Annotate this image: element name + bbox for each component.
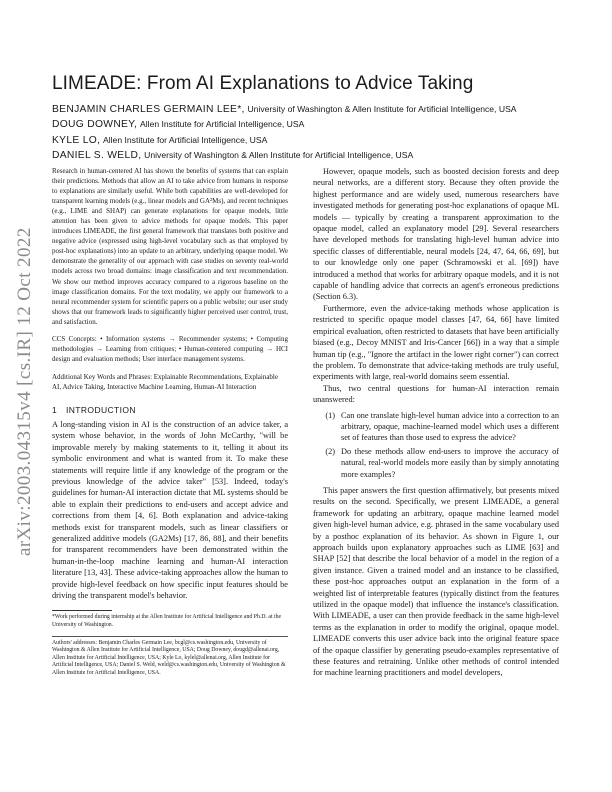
author-affiliation: Allen Institute for Artificial Intelligence, USA [140,119,305,130]
author-addresses: Authors' addresses: Benjamin Charles Germain Lee, bcgl@cs.washington.edu, University of Washington & Allen Institute for Artificial Intelligence, USA; Doug Downey, dougd@allenai.org, Allen Institute for Artificial Intelligence, USA; Kyle Lo, kylel@allenai.org, Allen Institute for Artificial Intelligence, USA; Daniel S. Weld, weld@cs.washington.edu, University of Washington & Allen Institute for Artificial Intelligence, USA. [52,639,286,677]
author-affiliation: University of Washington & Allen Institute for Artificial Intelligence, USA [247,104,517,114]
question-list [313,410,559,480]
keywords: Additional Key Words and Phrases: Explainable Recommendations, Explainable AI, Advice Taking, Interactive Machine Learning, Human-AI Interaction [52,372,278,391]
body-paragraph: However, opaque models, such as boosted decision forests and deep neural networks, are a different story. Because they often provide the highest performance and are widely used, numerous researchers have investigated methods for generating post-hoc explanations of opaque ML models — typically by creating a transparent approximation to the opaque model, called an explanatory model [29]. Several researchers have developed methods for translating high-level human advice into specific classes of differentiable, neural models [24, 47, 64, 66, 69], but to our knowledge only one paper (Schramowski et al. [69]) have introduced a method that works for arbitrary opaque models, and it is not capable of handling advice that corrects an agent's erroneous predictions (Section 6.3). [313,167,559,302]
list-item-text: Do these methods allow end-users to improve the accuracy of natural, real-world models more easily than by simply annotating more examples? [341,446,559,479]
author-affiliation: University of Washington & Allen Institute for Artificial Intelligence, USA [144,149,414,160]
section-number: 1 [52,404,58,415]
body-paragraph: This paper answers the first question affirmatively, but presents mixed results on the second. Specifically, we present LIMEADE, a general framework for updating an arbitrary, opaque machine learned model given high-level human advice, e.g. phrased in the same vocabulary used by a posthoc explanation of its behavior. As shown in Figure 1, our approach builds upon explanatory approaches such as LIME [63] and SHAP [52] that describe the local behavior of a model in the region of a given instance. Given a trained model and an instance to be classified, these post-hoc approaches output an explanation in the form of a weighted list of interpretable features (typically distinct from the features utilized in the opaque model) that influence the instance's classification. With LIMEADE, a user can then provide feedback in the same high-level terms as the explanation in order to modify the original, opaque model. LIMEADE converts this user advice back into the original feature space of the opaque classifier by generating pseudo-examples representative of these features and retraining. Unlike other methods of control intended for machine learning practitioners and model developers, [313,485,559,678]
author-entry [52,117,572,132]
author-list [52,102,572,163]
addresses-divider [52,636,288,637]
author-name: DANIEL S. WELD, [52,149,142,161]
right-column [313,166,559,679]
footnote: *Work performed during internship at the Allen Institute for Artificial Intelligence and Ph.D. at the University of Washington. [52,614,282,629]
abstract: Research in human-centered AI has shown the benefits of systems that can explain their predictions. Methods that allow an AI to take advice from humans in response to explanations are similarly useful. While both capabilities are well-developed for transparent learning models (e.g., linear models and GA²Ms), and recent techniques (e.g., LIME and SHAP) can generate explanations for opaque models, little attention has been given to advice methods for opaque models. This paper introduces LIMEADE, the first general framework that translates both positive and negative advice (expressed using high-level vocabulary such as that employed by post-hoc explanations) into an update to an arbitrary, underlying opaque model. We demonstrate the generality of our approach with case studies on seventy real-world models across two broad domains: image classification and text recommendation. We show our method improves accuracy compared to a rigorous baseline on the image classification domains. For the text modality, we apply our framework to a neural recommender system for scientific papers on a public website; our user study shows that our framework leads to significantly higher perceived user control, trust, and satisfaction. [52,167,288,326]
list-item-number: (2) [325,446,335,456]
intro-paragraph: A long-standing vision in AI is the construction of an advice taker, a system whose behavior, in the words of John McCarthy, "will be improvable merely by making statements to it, telling it about its symbolic environment and what is wanted from it. To make these statements will require little if any knowledge of the program or the previous knowledge of the advice taker" [53]. Indeed, today's guidelines for human-AI interaction dictate that ML systems should be able to explain their predictions to end-users and accept advice and corrections from them [4, 6]. Both explanation and advice-taking methods exist for transparent models, such as linear classifiers or generalized additive models (GA2Ms) [17, 86, 88], and their benefits for transparent recommenders have been demonstrated within the human-in-the-loop machine learning and human-AI interaction literature [13, 43]. These advice-taking approaches allow the human to provide high-level feedback on how specific input features should be driving the transparent model's behavior. [52,419,288,601]
footnote-divider [52,610,112,611]
author-entry [52,148,572,163]
body-paragraph: Thus, two central questions for human-AI interaction remain unanswered: [313,383,559,405]
ccs-concepts: CCS Concepts: • Information systems → Recommender systems; • Computing methodologies → Learning from critiques; • Human-centered computing → HCI design and evaluation methods; User interface management systems. [52,334,288,363]
author-entry [52,133,572,148]
author-name: DOUG DOWNEY, [52,119,138,131]
list-item [313,446,559,480]
section-heading [52,405,288,415]
author-name: BENJAMIN CHARLES GERMAIN LEE*, [52,104,245,115]
arxiv-identifier: arXiv:2003.04315v4 [cs.IR] 12 Oct 2022 [14,227,35,556]
author-name: KYLE LO, [52,134,101,146]
section-title: INTRODUCTION [66,404,136,415]
list-item [313,410,559,444]
paper-title: LIMEADE: From AI Explanations to Advice Taking [52,73,474,94]
list-item-text: Can one translate high-level human advice into a correction to an arbitrary, opaque, machine-learned model which uses a different set of features than those used to express the advice? [341,410,559,443]
left-column [52,166,288,678]
list-item-number: (1) [325,410,335,420]
body-paragraph: Furthermore, even the advice-taking methods whose application is restricted to specific opaque model classes [47, 64, 66] have limited empirical evaluation, often restricted to datasets that have been artificially biased (e.g., Decoy MNIST and Iris-Cancer [66]) in a way that a simple human tip (e.g., "Ignore the artifact in the lower right corner") can correct the problem. To demonstrate that advice-taking methods are truly useful, experiments with large, real-world domains seem essential. [313,303,559,382]
author-affiliation: Allen Institute for Artificial Intelligence, USA [102,134,268,145]
author-entry [52,102,572,117]
